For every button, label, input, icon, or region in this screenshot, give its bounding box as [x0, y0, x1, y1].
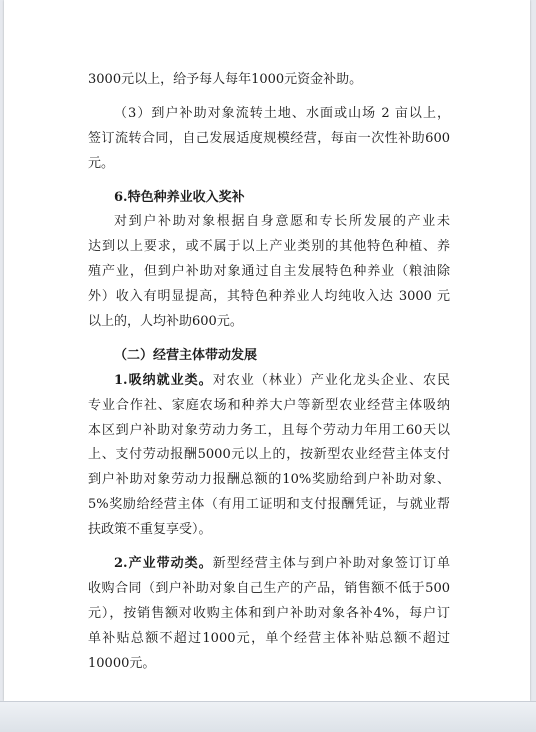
- text-line: 殖产业，但到户补助对象通过自主发展特色种养业（粮油除: [88, 264, 450, 280]
- text-line: 以上的，人均补助600元。: [88, 314, 243, 330]
- spacer: [88, 177, 450, 186]
- text-run: 对农业（林业）产业化龙头企业、农民: [212, 372, 450, 388]
- section-heading: （二）经营主体带动发展: [114, 347, 258, 363]
- text-line: 上、支付劳动报酬5000元以上的，按新型农业经营主体支付: [88, 447, 450, 463]
- text-line: 签订流转合同，自己发展适度规模经营，每亩一次性补助600: [88, 130, 450, 146]
- text-line: 外）收入有明显提高，其特色种养业人均纯收入达 3000 元: [88, 289, 450, 305]
- text-line: [88, 369, 450, 394]
- text-line: 扶政策不重复享受）。: [88, 522, 212, 538]
- text-run: 新型经营主体与到户补助对象签订订单: [212, 556, 450, 572]
- text-line: 收购合同（到户补助对象自己生产的产品，销售额不低于500: [88, 580, 450, 596]
- text-line: 到户补助对象劳动力报酬总额的10%奖励给到户补助对象、: [88, 472, 450, 488]
- text-line: [88, 552, 450, 577]
- text-line: 5%奖励给经营主体（有用工证明和支付报酬凭证，与就业帮: [88, 497, 450, 513]
- text-line: 专业合作社、家庭农场和种养大户等新型农业经营主体吸纳: [88, 397, 450, 413]
- text-line: 单补贴总额不超过1000元，单个经营主体补贴总额不超过: [88, 630, 450, 646]
- text-line: 3000元以上，给予每人每年1000元资金补助。: [88, 72, 363, 87]
- lead-term: 2.产业带动类。: [114, 556, 213, 572]
- text-line: 本区到户补助对象劳动力务工，且每个劳动力年用工60天以: [88, 422, 450, 438]
- section-heading: 6.特色种养业收入奖补: [114, 189, 245, 205]
- text-line: 达到以上要求，或不属于以上产业类别的其他特色种植、养: [88, 239, 450, 255]
- document-page: [4, 0, 530, 701]
- text-line: 元），按销售额对收购主体和到户补助对象各补4%，每户订: [88, 605, 450, 621]
- text-line: （3）到户补助对象流转土地、水面或山场 2 亩以上，: [114, 105, 450, 121]
- text-line: 10000元。: [88, 655, 156, 671]
- spacer: [88, 543, 450, 552]
- viewer-status-bar: [0, 701, 536, 732]
- text-line: 元。: [88, 155, 115, 171]
- spacer: [88, 93, 450, 102]
- text-line: 对到户补助对象根据自身意愿和专长所发展的产业未: [114, 214, 450, 230]
- spacer: [88, 335, 450, 344]
- lead-term: 1.吸纳就业类。: [114, 372, 213, 388]
- page-content: [88, 68, 450, 676]
